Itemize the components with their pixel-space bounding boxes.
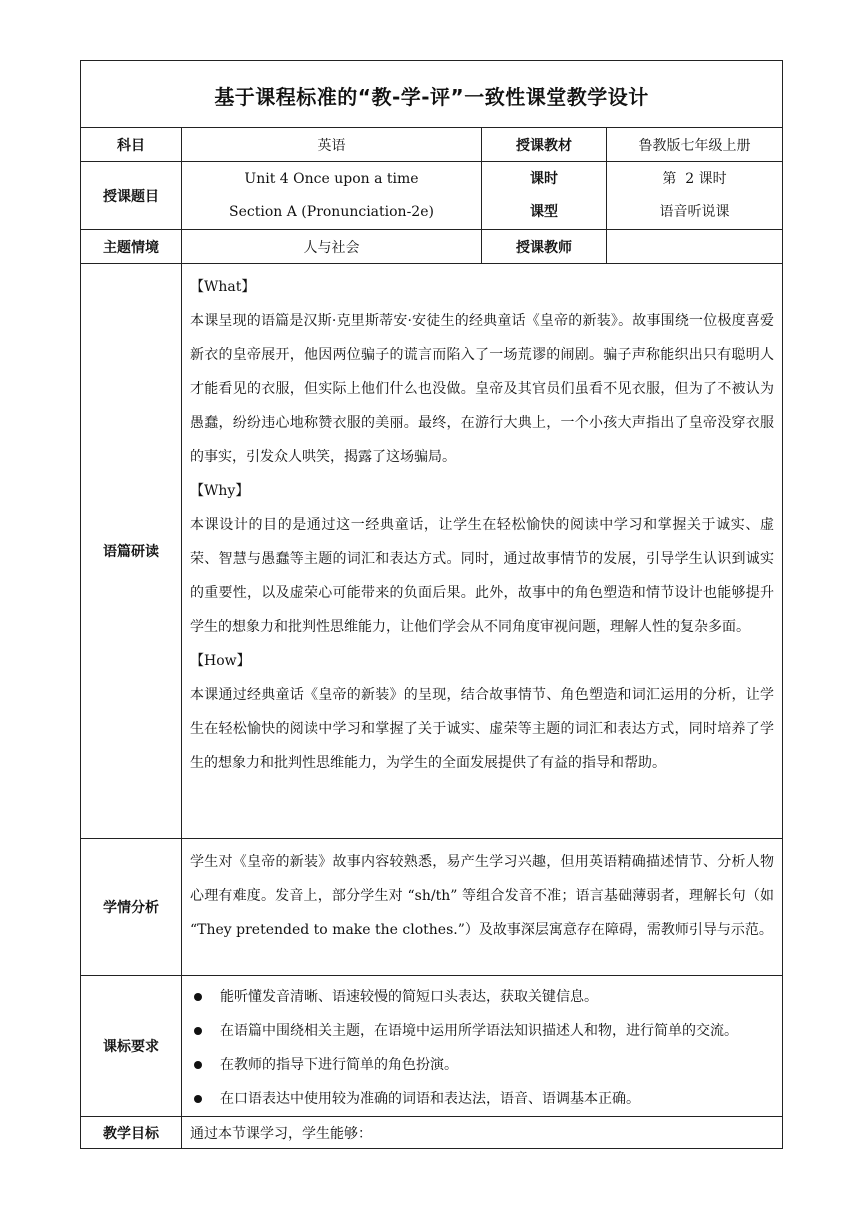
type-label: 课型 [530,203,558,220]
page-title: 基于课程标准的“教-学-评”一致性课堂教学设计 [214,84,649,109]
title-cell [81,61,783,128]
bullet-icon [194,1027,202,1035]
teacher-label: 授课教师 [482,230,607,264]
learner-analysis-content [182,839,783,976]
period-value: 第 2 课时 [662,170,727,187]
learner-paragraph: 学生对《皇帝的新装》故事内容较熟悉，易产生学习兴趣，但用英语精确描述情节、分析人物心理有难度。发音上，部分学生对 “sh/th” 等组合发音不准；语言基础薄弱者，理解长句（如 “They pretended to make the clothes.”）及故事深层寓意存在障碍，需教师引导与示范。 [190,854,775,938]
type-value: 语音听说课 [659,203,730,220]
list-item: 在语篇中围绕相关主题，在语境中运用所学语法知识描述人和物，进行简单的交流。 [190,1014,782,1048]
theme-label: 主题情境 [81,230,182,264]
what-heading: 【What】 [190,279,256,295]
topic-value [182,162,482,230]
objectives-label: 教学目标 [81,1117,182,1149]
subject-value: 英语 [182,128,482,162]
bullet-icon [194,1061,202,1069]
standards-list [182,980,782,1116]
textbook-label: 授课教材 [482,128,607,162]
subject-label: 科目 [81,128,182,162]
theme-value: 人与社会 [182,230,482,264]
what-paragraph: 本课呈现的语篇是汉斯·克里斯蒂安·安徒生的经典童话《皇帝的新装》。故事围绕一位极度喜爱新衣的皇帝展开，他因两位骗子的谎言而陷入了一场荒谬的闹剧。骗子声称能织出只有聪明人才能看见的衣服，但实际上他们什么也没做。皇帝及其官员们虽看不见衣服，但为了不被认为愚蠢，纷纷违心地称赞衣服的美丽。最终，在游行大典上，一个小孩大声指出了皇帝没穿衣服的事实，引发众人哄笑，揭露了这场骗局。 [190,313,775,465]
list-item: 在教师的指导下进行简单的角色扮演。 [190,1048,782,1082]
how-heading: 【How】 [190,653,251,669]
period-type-values [607,162,783,230]
bullet-icon [194,1095,202,1103]
lesson-design-table [80,60,783,1149]
standards-label: 课标要求 [81,976,182,1117]
text-analysis-content [182,264,783,839]
why-paragraph: 本课设计的目的是通过这一经典童话，让学生在轻松愉快的阅读中学习和掌握关于诚实、虚荣、智慧与愚蠢等主题的词汇和表达方式。同时，通过故事情节的发展，引导学生认识到诚实的重要性，以及虚荣心可能带来的负面后果。此外，故事中的角色塑造和情节设计也能够提升学生的想象力和批判性思维能力，让他们学会从不同角度审视问题，理解人性的复杂多面。 [190,517,775,635]
learner-analysis-label: 学情分析 [81,839,182,976]
text-analysis-label: 语篇研读 [81,264,182,839]
topic-line-1: Unit 4 Once upon a time [244,170,419,187]
list-item: 在口语表达中使用较为准确的词语和表达法，语音、语调基本正确。 [190,1082,782,1116]
how-paragraph: 本课通过经典童话《皇帝的新装》的呈现，结合故事情节、角色塑造和词汇运用的分析，让学生在轻松愉快的阅读中学习和掌握了关于诚实、虚荣等主题的词汇和表达方式，同时培养了学生的想象力和批判性思维能力，为学生的全面发展提供了有益的指导和帮助。 [190,687,775,771]
period-label: 课时 [530,170,558,187]
bullet-icon [194,993,202,1001]
standards-content [182,976,783,1117]
why-heading: 【Why】 [190,483,250,499]
teacher-value [607,230,783,264]
topic-line-2: Section A (Pronunciation-2e) [229,203,434,220]
list-item: 能听懂发音清晰、语速较慢的简短口头表达，获取关键信息。 [190,980,782,1014]
objectives-content: 通过本节课学习，学生能够： [182,1117,783,1149]
period-type-labels [482,162,607,230]
textbook-value: 鲁教版七年级上册 [607,128,783,162]
topic-label: 授课题目 [81,162,182,230]
